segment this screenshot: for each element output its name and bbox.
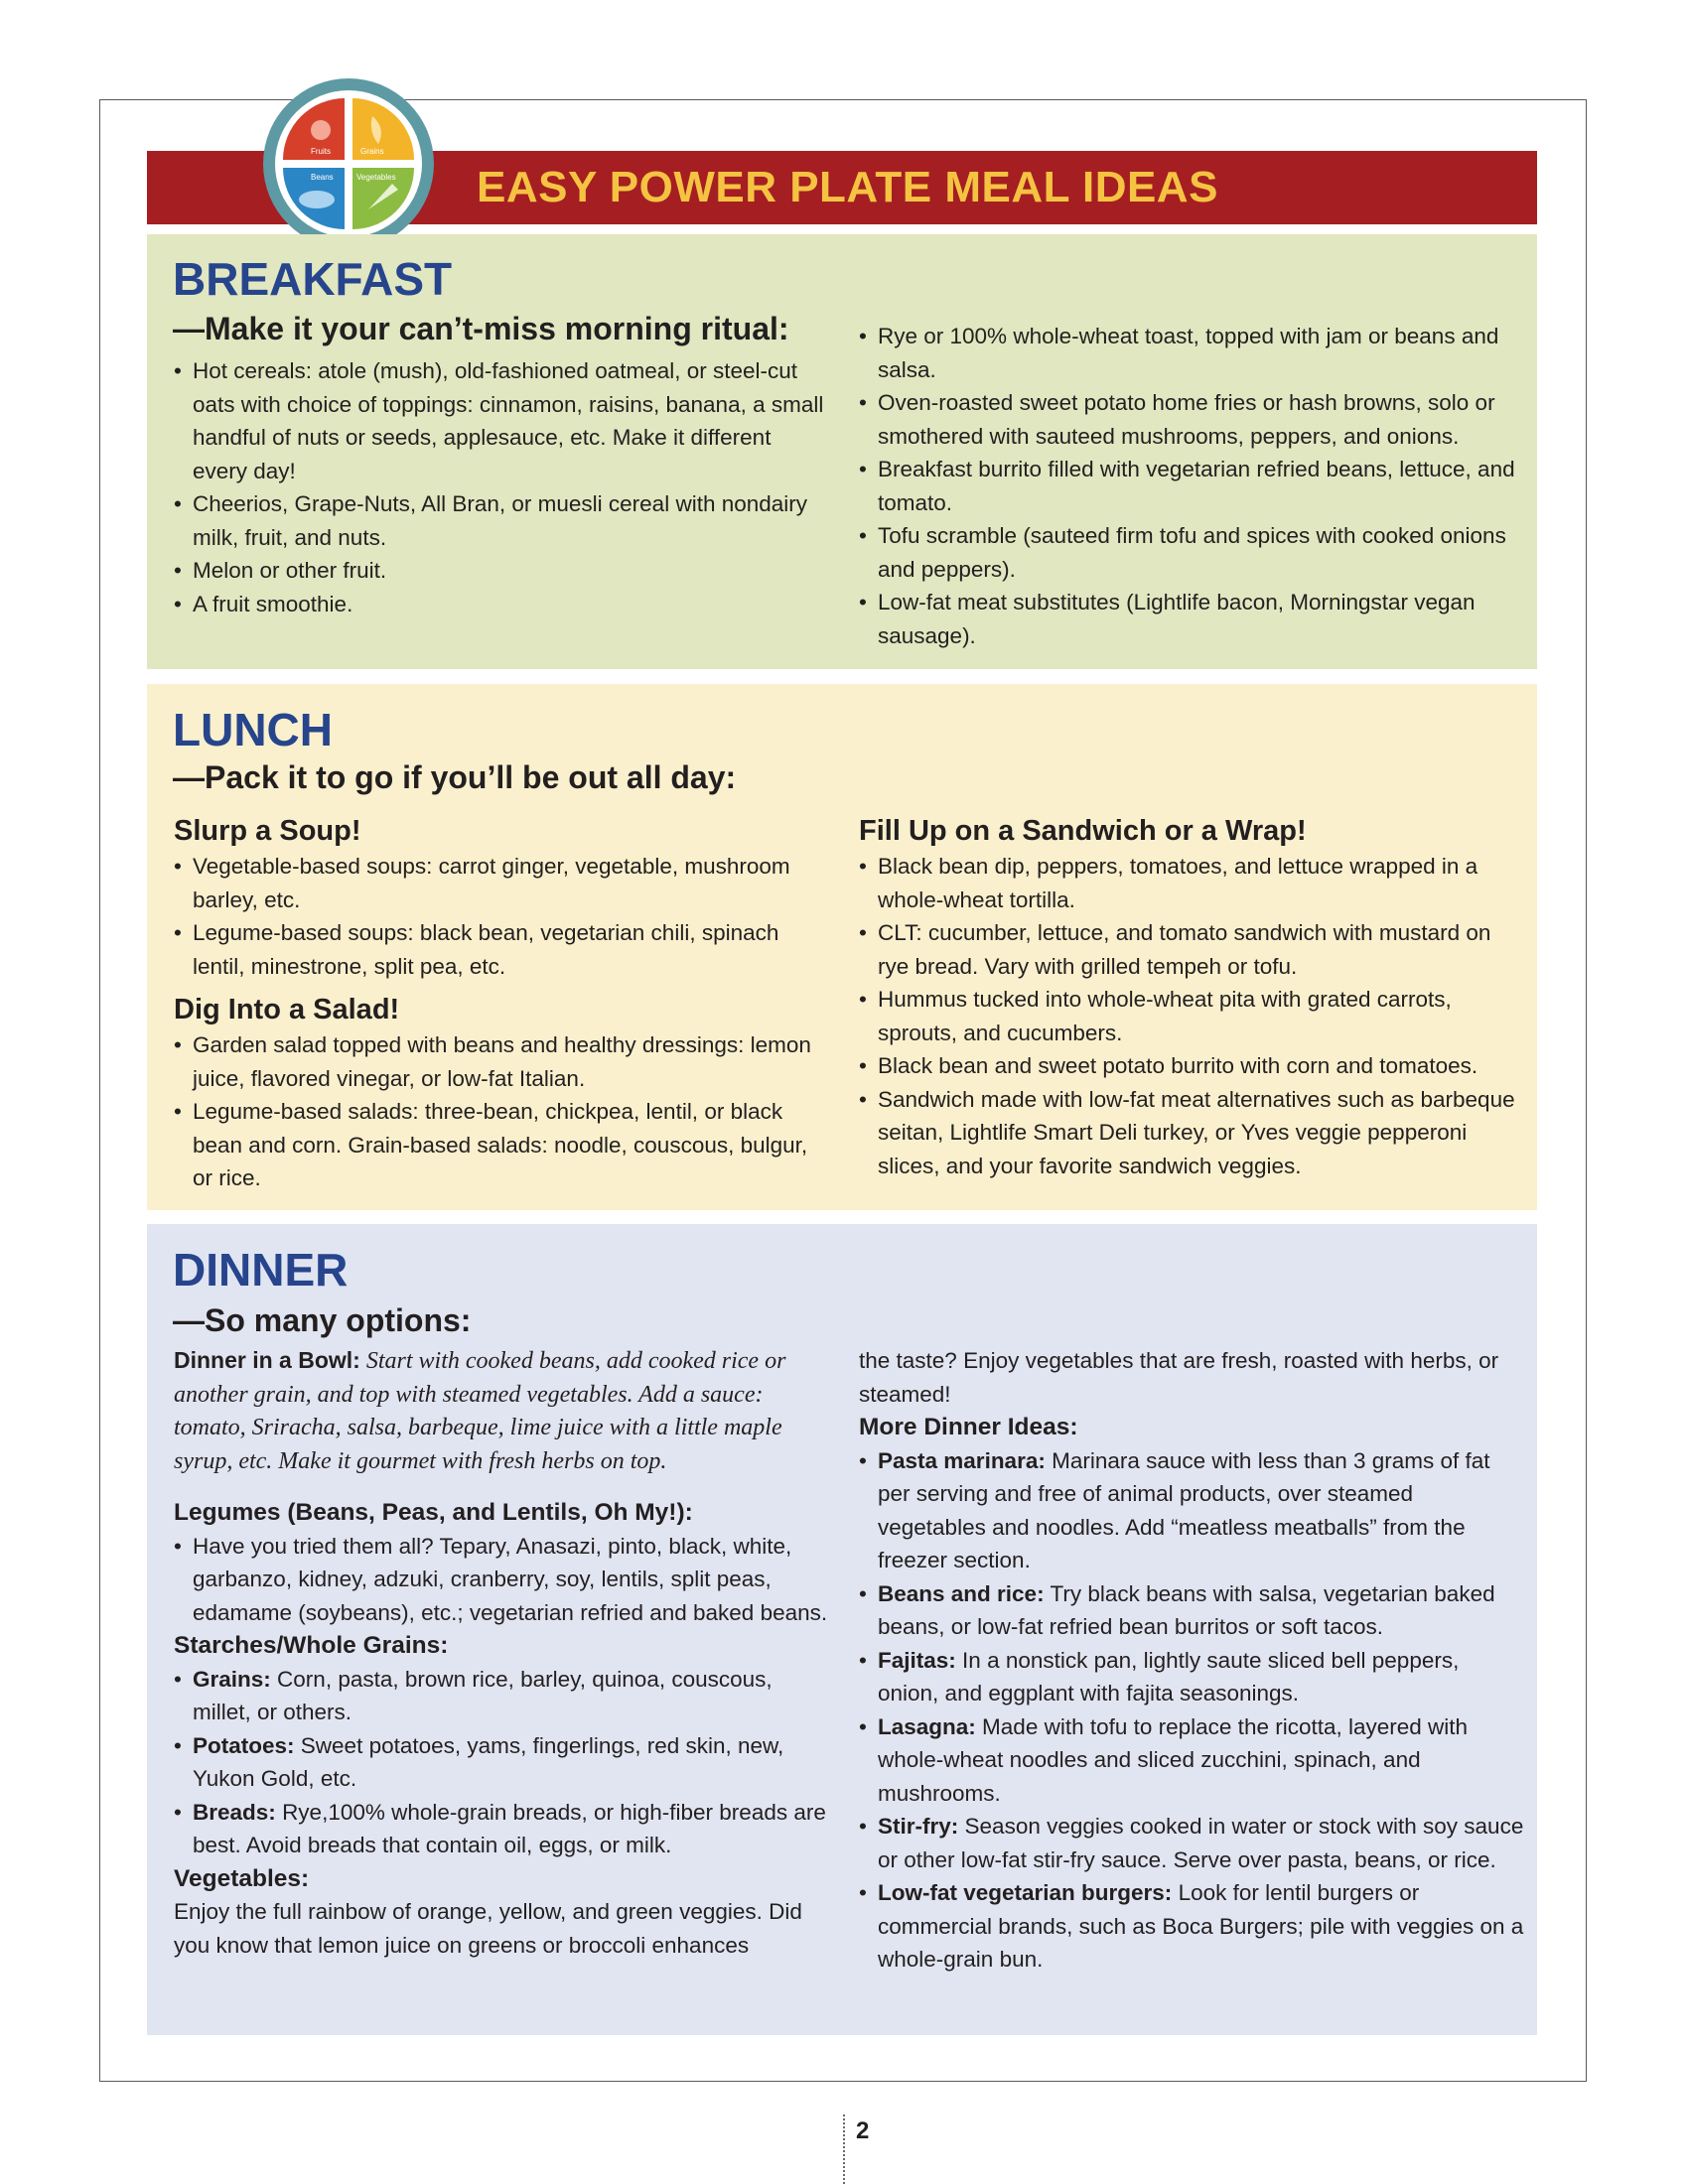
sandwich-list — [859, 850, 1524, 1182]
list-item: • Sandwich made with low-fat meat alternatives such as barbeque seitan, Lightlife Smart Deli turkey, or Yves veggie pepperoni slices, and your favorite sandwich veggies. — [859, 1083, 1524, 1183]
power-plate-logo — [261, 76, 436, 251]
list-item: • Legume-based soups: black bean, vegetarian chili, spinach lentil, minestrone, split pea, etc. — [174, 916, 829, 983]
list-item: • Black bean and sweet potato burrito with corn and tomatoes. — [859, 1049, 1524, 1083]
apple-icon — [311, 120, 331, 140]
list-item: • Cheerios, Grape-Nuts, All Bran, or muesli cereal with nondairy milk, fruit, and nuts. — [174, 487, 829, 554]
list-item: • Legume-based salads: three-bean, chickpea, lentil, or black bean and corn. Grain-based salads: noodle, couscous, bulgur, or rice. — [174, 1095, 829, 1195]
dinner-subtitle: —So many options: — [173, 1302, 472, 1338]
lunch-right-column — [859, 812, 1524, 1182]
list-item: • Breakfast burrito filled with vegetarian refried beans, lettuce, and tomato. — [859, 453, 1524, 519]
starches-list — [174, 1663, 829, 1862]
salad-heading: Dig Into a Salad! — [174, 994, 400, 1025]
bowl-label: Dinner in a Bowl: — [174, 1347, 360, 1373]
list-item: • Pasta marinara: Marinara sauce with less than 3 grams of fat per serving and free of animal products, over steamed vegetables and noodles. Add “meatless meatballs” from the freezer section. — [859, 1444, 1524, 1577]
list-item: • Tofu scramble (sauteed firm tofu and spices with cooked onions and peppers). — [859, 519, 1524, 586]
lunch-left-column — [174, 812, 829, 1195]
list-item: • CLT: cucumber, lettuce, and tomato sandwich with mustard on rye bread. Vary with grilled tempeh or tofu. — [859, 916, 1524, 983]
lunch-subtitle: —Pack it to go if you’ll be out all day: — [173, 759, 737, 795]
breakfast-left-list — [174, 354, 829, 620]
dinner-bowl-paragraph — [174, 1344, 829, 1478]
vegetables-heading: Vegetables: — [174, 1864, 310, 1892]
breakfast-left-column — [174, 354, 829, 620]
list-item: • Garden salad topped with beans and healthy dressings: lemon juice, flavored vinegar, or low-fat Italian. — [174, 1028, 829, 1095]
vegetables-text: Enjoy the full rainbow of orange, yellow, and green veggies. Did you know that lemon juice on greens or broccoli enhances — [174, 1899, 802, 1958]
list-item: • Breads: Rye,100% whole-grain breads, or high-fiber breads are best. Avoid breads that contain oil, eggs, or milk. — [174, 1796, 829, 1862]
dinner-left-column — [174, 1344, 829, 1962]
grains-label: Grains — [360, 147, 384, 156]
dinner-title: DINNER — [173, 1244, 349, 1296]
beans-label: Beans — [311, 173, 334, 182]
breakfast-title: BREAKFAST — [173, 253, 453, 305]
peapod-icon — [299, 191, 335, 208]
list-item: • Hot cereals: atole (mush), old-fashioned oatmeal, or steel-cut oats with choice of toppings: cinnamon, raisins, banana, a small handful of nuts or seeds, applesauce, etc. Make it different every day! — [174, 354, 829, 487]
more-dinner-heading: More Dinner Ideas: — [859, 1414, 1078, 1440]
list-item: • Rye or 100% whole-wheat toast, topped with jam or beans and salsa. — [859, 320, 1524, 386]
list-item: • Hummus tucked into whole-wheat pita with grated carrots, sprouts, and cucumbers. — [859, 983, 1524, 1049]
breakfast-right-list — [859, 320, 1524, 652]
breakfast-section — [147, 234, 1537, 669]
more-dinner-list — [859, 1444, 1524, 1977]
lunch-title: LUNCH — [173, 704, 333, 755]
list-item: • Stir-fry: Season veggies cooked in water or stock with soy sauce or other low-fat stir-fry sauce. Serve over pasta, beans, or rice. — [859, 1810, 1524, 1876]
list-item: • Lasagna: Made with tofu to replace the ricotta, layered with whole-wheat noodles and sliced zucchini, spinach, and mushrooms. — [859, 1710, 1524, 1811]
list-item: • Beans and rice: Try black beans with salsa, vegetarian baked beans, or low-fat refried bean burritos or soft tacos. — [859, 1577, 1524, 1644]
fruits-label: Fruits — [311, 147, 331, 156]
starches-heading: Starches/Whole Grains: — [174, 1632, 449, 1659]
list-item: • Have you tried them all? Tepary, Anasazi, pinto, black, white, garbanzo, kidney, adzuki, cranberry, soy, lentils, split peas, edamame (soybeans), etc.; vegetarian refried and baked beans. — [174, 1530, 829, 1630]
list-item: • Oven-roasted sweet potato home fries or hash browns, solo or smothered with sauteed mushrooms, peppers, and onions. — [859, 386, 1524, 453]
lunch-section — [147, 684, 1537, 1210]
legumes-heading: Legumes (Beans, Peas, and Lentils, Oh My!): — [174, 1499, 693, 1526]
list-item: • Potatoes: Sweet potatoes, yams, fingerlings, red skin, new, Yukon Gold, etc. — [174, 1729, 829, 1796]
list-item: • A fruit smoothie. — [174, 588, 829, 621]
page-title: EASY POWER PLATE MEAL IDEAS — [477, 163, 1218, 211]
sandwich-heading: Fill Up on a Sandwich or a Wrap! — [859, 815, 1307, 847]
list-item: • Fajitas: In a nonstick pan, lightly saute sliced bell peppers, onion, and eggplant with fajita seasonings. — [859, 1644, 1524, 1710]
dinner-section — [147, 1224, 1537, 2035]
soup-heading: Slurp a Soup! — [174, 815, 361, 847]
salad-list — [174, 1028, 829, 1195]
vegetables-text-continued: the taste? Enjoy vegetables that are fresh, roasted with herbs, or steamed! — [859, 1348, 1499, 1407]
page-number: 2 — [856, 2117, 870, 2144]
bowl-text: Start with cooked beans, add cooked rice or another grain, and top with steamed vegetables. Add a sauce: tomato, Sriracha, salsa, barbeque, lime juice with a little maple syrup, etc. Make it gourmet with fresh herbs on top. — [174, 1348, 786, 1474]
list-item: • Vegetable-based soups: carrot ginger, vegetable, mushroom barley, etc. — [174, 850, 829, 916]
soup-list — [174, 850, 829, 983]
list-item: • Low-fat vegetarian burgers: Look for lentil burgers or commercial brands, such as Boca Burgers; pile with veggies on a whole-grain bun. — [859, 1876, 1524, 1977]
list-item: • Black bean dip, peppers, tomatoes, and lettuce wrapped in a whole-wheat tortilla. — [859, 850, 1524, 916]
breakfast-subtitle: —Make it your can’t-miss morning ritual: — [173, 311, 789, 346]
list-item: • Melon or other fruit. — [174, 554, 829, 588]
list-item: • Grains: Corn, pasta, brown rice, barley, quinoa, couscous, millet, or others. — [174, 1663, 829, 1729]
dinner-right-column — [859, 1344, 1524, 1977]
breakfast-right-column — [859, 320, 1524, 652]
vegetables-label: Vegetables — [356, 173, 396, 182]
page-number-rule — [843, 2115, 845, 2184]
list-item: • Low-fat meat substitutes (Lightlife bacon, Morningstar vegan sausage). — [859, 586, 1524, 652]
legumes-list — [174, 1530, 829, 1630]
